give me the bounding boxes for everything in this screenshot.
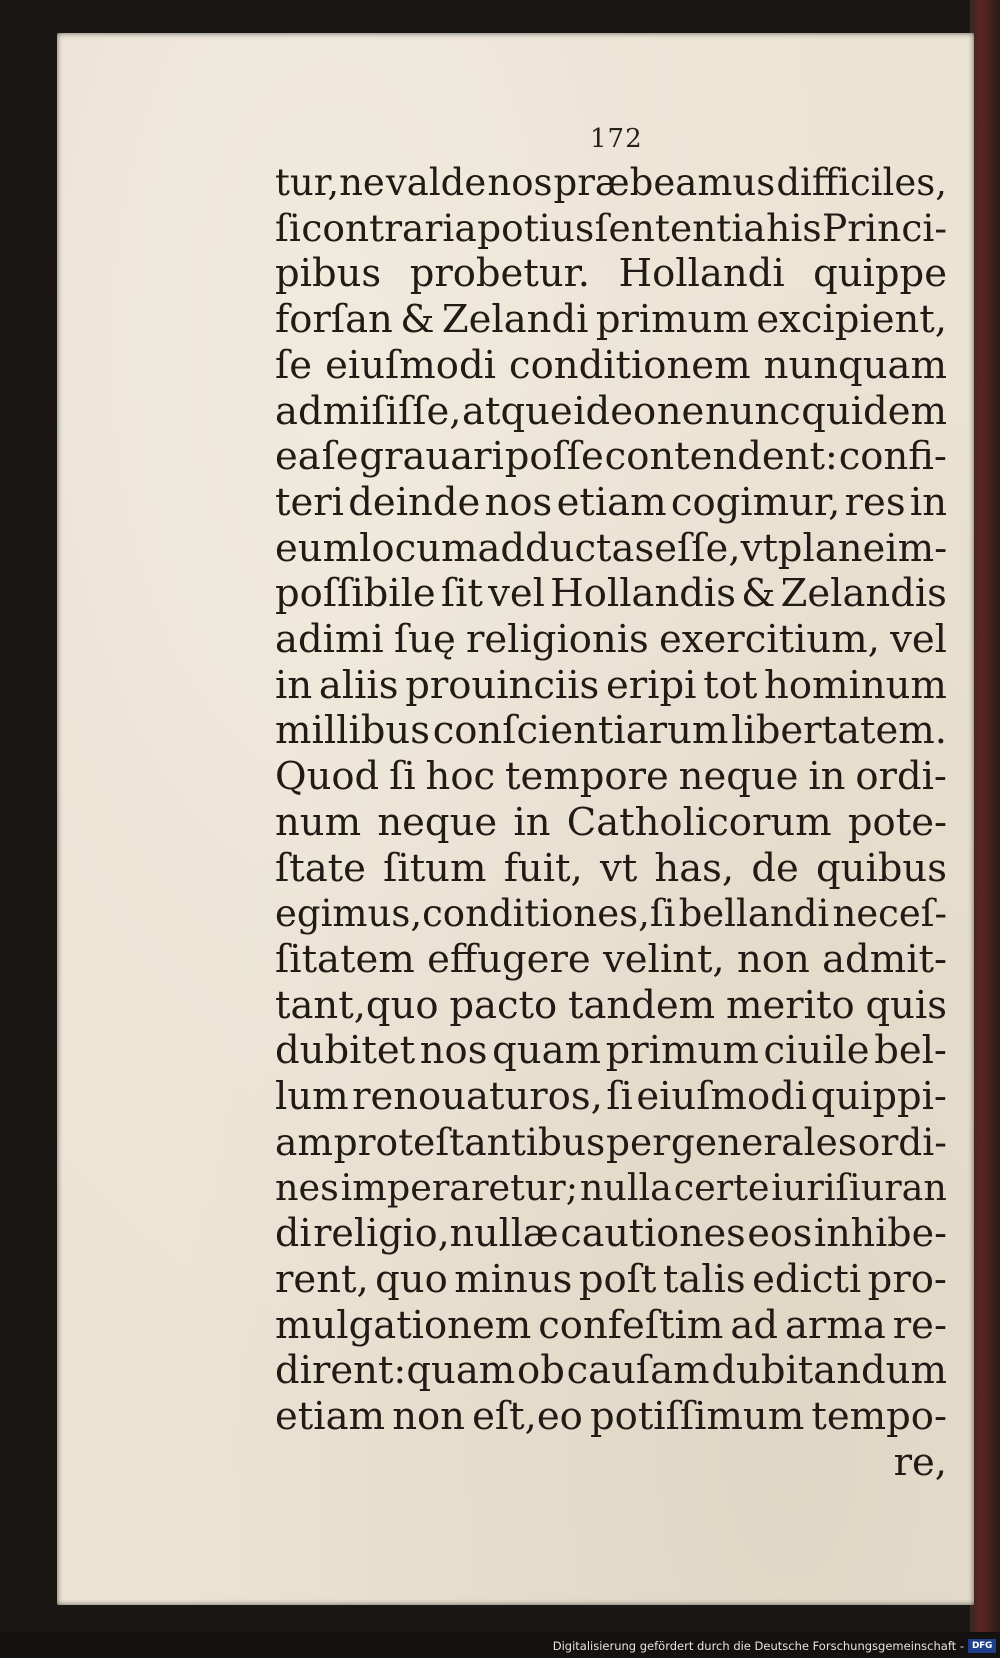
text-line: millibus conſcientiarum libertatem. xyxy=(275,708,947,754)
catchword: re, xyxy=(893,1439,947,1485)
funding-note: Digitalisierung gefördert durch die Deutsche Forschungsgemeinschaft - xyxy=(552,1639,964,1653)
text-line: pibus probetur. Hollandi quippe xyxy=(275,251,947,297)
text-line: dirent:quam ob cauſam dubitandum xyxy=(275,1348,947,1394)
book-binding-edge xyxy=(970,0,1000,1658)
text-line: lum renouaturos, ſi eiuſmodi quippi- xyxy=(275,1074,947,1120)
text-line: num neque in Catholicorum pote- xyxy=(275,799,947,845)
text-line: mulgationem confeſtim ad arma re- xyxy=(275,1302,947,1348)
text-line: ea ſe grauari poſſe contendent: confi- xyxy=(275,434,947,480)
page-number: 172 xyxy=(590,124,643,154)
text-line: egimus,conditiones,ſi bellandi neceſ- xyxy=(275,892,947,936)
dfg-logo-icon: DFG xyxy=(968,1639,996,1653)
text-line: poſſibile ſit vel Hollandis & Zelandis xyxy=(275,571,947,617)
text-line: tur,ne valde nos præbeamus difficiles, xyxy=(275,161,947,204)
text-line: ſi contraria potius ſententia his Princi- xyxy=(275,205,947,250)
text-line: admiſiſſe, atque ideo ne nunc quidem xyxy=(275,388,947,434)
text-line: rent, quo minus poſt talis edicti pro- xyxy=(275,1256,947,1302)
text-line: forſan & Zelandi primum excipient, xyxy=(275,297,947,343)
footer-bar xyxy=(0,1632,1000,1658)
text-line: eum locum adductas eſſe, vt plane im- xyxy=(275,525,948,571)
text-line: Quod ſi hoc tempore neque in ordi- xyxy=(275,754,947,800)
page-text-block xyxy=(275,160,947,1485)
text-line: ſtate ſitum fuit, vt has, de quibus xyxy=(275,845,947,891)
text-line: am proteſtantibus per generales ordi- xyxy=(275,1119,947,1164)
text-line: etiam non eſt,eo potiſſimum tempo- xyxy=(275,1393,947,1439)
text-line: in aliis prouinciis eripi tot hominum xyxy=(275,662,947,708)
text-line: dubitet nos quam primum ciuile bel- xyxy=(275,1028,947,1074)
text-line: adimi ſuę religionis exercitium, vel xyxy=(275,617,947,663)
text-line: tant,quo pacto tandem merito quis xyxy=(275,982,947,1028)
text-line: di religio,nullæ cautiones eos inhibe- xyxy=(275,1211,947,1256)
text-line: nes imperaretur; nulla certe iuriſiuran xyxy=(275,1166,947,1210)
text-line: ſe eiuſmodi conditionem nunquam xyxy=(275,342,947,388)
text-line: teri deinde nos etiam cogimur, res in xyxy=(275,479,947,525)
text-line: ſitatem effugere velint, non admit- xyxy=(275,936,947,982)
